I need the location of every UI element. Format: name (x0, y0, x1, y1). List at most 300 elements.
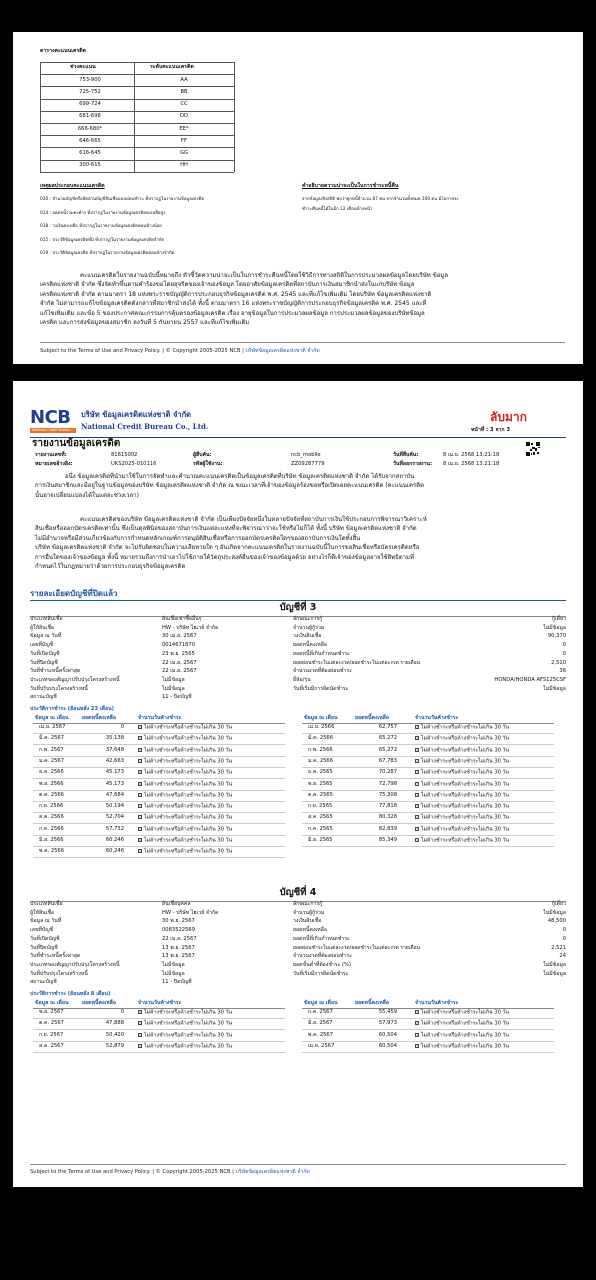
footer-company-link[interactable]: บริษัทข้อมูลเครดิตแห่งชาติ จำกัด (245, 348, 320, 354)
history-status-text: ไม่ค้างชำระหรือค้างชำระไม่เกิน 30 วัน (421, 1043, 510, 1050)
history-month: ม.ค. 2566 (308, 757, 334, 764)
history-balance: 77,818 (378, 803, 397, 810)
account-field-label: วงเงินสินเชื่อ (293, 918, 322, 925)
history-row-rule (302, 846, 554, 847)
history-status (415, 804, 509, 810)
status-checkbox-icon (415, 725, 419, 729)
history-row-rule (302, 1041, 554, 1042)
history-status-text: ไม่ค้างชำระหรือค้างชำระไม่เกิน 30 วัน (421, 724, 510, 731)
history-row-rule (33, 1018, 285, 1019)
status-checkbox-icon (415, 815, 419, 819)
account-field-value: 36 (559, 668, 566, 675)
history-month: ก.ย. 2567 (39, 1031, 64, 1038)
history-status-text: ไม่ค้างชำระหรือค้างชำระไม่เกิน 30 วัน (144, 814, 233, 821)
history-month: พ.ย. 2566 (39, 780, 64, 787)
account-field-label: ผู้ให้สินเชื่อ (30, 624, 55, 631)
score-level-cell: CC (180, 101, 188, 108)
account-field-value: กู้เดี่ยว (551, 616, 566, 622)
status-checkbox-icon (138, 804, 142, 808)
section-divider (30, 600, 566, 601)
account-field-value: 13 พ.ย. 2567 (162, 944, 195, 951)
history-balance: 75,308 (378, 791, 397, 798)
history-balance: 37,648 (105, 746, 124, 753)
account-field-value: HW - บริษัท ไฮเวย์ จำกัด (162, 624, 219, 631)
history-header-balance: ยอดหนี้คงเหลือ (355, 715, 389, 721)
history-status (138, 838, 232, 844)
history-month: ธ.ค. 2565 (308, 769, 333, 776)
history-status (415, 1010, 509, 1016)
history-status-text: ไม่ค้างชำระหรือค้างชำระไม่เกิน 30 วัน (144, 848, 233, 855)
score-level-header: ระดับคะแนนเครดิต (150, 64, 194, 70)
history-row-rule (302, 778, 554, 779)
history-status (415, 793, 509, 799)
history-status-text: ไม่ค้างชำระหรือค้างชำระไม่เกิน 30 วัน (144, 1032, 233, 1039)
status-checkbox-icon (138, 725, 142, 729)
history-status-text: ไม่ค้างชำระหรือค้างชำระไม่เกิน 30 วัน (144, 1043, 233, 1050)
history-balance: 57,973 (378, 1020, 397, 1027)
history-status (415, 759, 509, 765)
account-field-value: ไม่มีข้อมูล (543, 961, 566, 968)
history-status (415, 827, 509, 833)
factor-item: 015 : ประวัติข้อมูลเครดิตที่มี ที่ปรากฏในรายงานข้อมูลเครดิตจำกัด (40, 238, 165, 243)
history-month: ต.ค. 2567 (39, 1020, 64, 1027)
history-row-rule (33, 1029, 285, 1030)
history-row-rule (33, 1041, 285, 1042)
score-level-cell: AA (180, 76, 188, 83)
history-month: พ.ย. 2567 (39, 1009, 64, 1015)
history-status (138, 815, 232, 821)
history-row-rule (302, 1052, 554, 1053)
history-status (138, 1010, 232, 1016)
account-field-label: จำนวนงวดที่ต้องผ่อนชำระ (293, 668, 352, 675)
status-checkbox-icon (138, 748, 142, 752)
status-checkbox-icon (415, 748, 419, 752)
meta-value: ncb_mobile (291, 452, 321, 458)
history-status-text: ไม่ค้างชำระหรือค้างชำระไม่เกิน 30 วัน (144, 735, 233, 742)
ncb-logo-sub: National Credit Bureau (32, 427, 71, 432)
score-range-cell: 666-680* (77, 125, 103, 132)
account-field-label: ยอดผ่อนชำระในแต่ละงวด/ยอดชำระในแต่ละงวด รายเดือน (293, 659, 421, 666)
paragraph-line: การอื่นใดของเจ้าของข้อมูล ทั้งนี้ หมายรวมถึงการนำเอาไปใช้ภายใต้วัตถุประสงค์อื่นของเจ้าของข้อมูลด้วย อย่างไรก็ดีเจ้าของข้อมูลอาจใช้สิทธิตามที่ (35, 553, 414, 561)
account-field-label: สถานะบัญชี (30, 694, 57, 701)
account-field-value: 0 (562, 927, 566, 934)
footer (40, 347, 320, 355)
meta-value: 81815002 (111, 452, 138, 458)
history-header-status: จำนวนวันค้างชำระ (415, 715, 459, 721)
account-title: บัญชีที่ 3 (279, 602, 317, 613)
history-row-rule (33, 857, 285, 858)
history-row-rule (302, 756, 554, 757)
table-rule (40, 160, 234, 161)
history-row-rule (33, 744, 285, 745)
account-field-label: เลขที่บัญชี (30, 927, 54, 934)
account-field-value: 0 (562, 935, 566, 942)
footer-text: Subject to the Terms of Use and Privacy Policy. | © Copyright 2005-2025 NCB | (40, 348, 246, 354)
table-rule (40, 111, 234, 112)
score-disclaimer-paragraph (35, 515, 563, 571)
history-month: มิ.ย. 2565 (308, 837, 333, 843)
history-balance: 70,287 (378, 769, 397, 776)
account-field-label: วันที่ปรับปรุงโครงสร้างหนี้ (30, 970, 88, 977)
account-field-value: 11 - ปิดบัญชี (162, 979, 192, 986)
history-balance: 60,246 (105, 848, 124, 855)
status-checkbox-icon (138, 1044, 142, 1048)
footer-divider (30, 1164, 566, 1165)
history-status-text: ไม่ค้างชำระหรือค้างชำระไม่เกิน 30 วัน (421, 781, 510, 787)
history-month: เม.ย. 2567 (308, 1042, 335, 1049)
account-field-label: ยอดหนี้คงเหลือ (293, 642, 327, 649)
account-field-label: วันที่เปิดบัญชี (30, 935, 60, 942)
score-range-cell: 300-615 (79, 162, 101, 169)
history-balance: 55,459 (378, 1009, 397, 1015)
account-field-value: HONDA/HONDA AFS125CSF (494, 676, 566, 683)
account-field-label: จำนวนผู้กู้ร่วม (293, 624, 325, 631)
history-status-text: ไม่ค้างชำระหรือค้างชำระไม่เกิน 30 วัน (421, 837, 510, 844)
account-field-value: สินเชื่อเช่าซื้ออื่นๆ (162, 616, 202, 622)
company-name-th: บริษัท ข้อมูลเครดิตแห่งชาติ จำกัด (81, 410, 192, 419)
score-range-cell: 753-900 (79, 76, 101, 83)
status-checkbox-icon (415, 736, 419, 740)
meta-value: 8 เม.ย. 2568 13:21:18 (443, 452, 500, 458)
account-field-value: 48,500 (547, 918, 566, 925)
account-field-value: 11 - ปิดบัญชี (162, 694, 192, 701)
paragraph-line: การเงินสมาชิกและมีอยู่ในฐานข้อมูลของบริษัท ข้อมูลเครดิตแห่งชาติ จำกัด ณ ขณะเวลาที่เจ้าของข้อมูลร้องขอหรือเปิดเผยคะแนนเครดิต (คะแนนเครดิต (35, 482, 425, 490)
closed-accounts-title: รายละเอียดบัญชีที่ปิดแล้ว (30, 589, 118, 598)
status-checkbox-icon (138, 827, 142, 831)
history-month: ก.พ. 2566 (308, 746, 333, 753)
history-header-month: ข้อมูล ณ เดือน (35, 715, 69, 721)
history-month: พ.ค. 2567 (308, 1031, 334, 1038)
payment-history-title: ประวัติการชำระ (ย้อนหลัง 8 เดือน) (30, 991, 111, 997)
footer-divider (40, 342, 565, 343)
table-rule (40, 135, 234, 136)
confidential-label: ลับมาก (490, 410, 527, 424)
history-status (138, 1044, 232, 1050)
account-field-value: ไม่มีข้อมูล (543, 970, 566, 977)
ncb-logo-text: NCB (30, 407, 71, 428)
account-field-label: ลักษณะการกู้ (293, 901, 323, 907)
meta-label: หมายเลขอ้างอิง: (35, 461, 73, 467)
history-status-text: ไม่ค้างชำระหรือค้างชำระไม่เกิน 30 วัน (144, 826, 233, 833)
history-status (415, 748, 509, 754)
paragraph-line: ไม่มีอำนาจหรือมีส่วนเกี่ยวข้องกับการกำหนดหลักเกณฑ์การอนุมัติสินเชื่อหรือการออกบัตรเครดิตใดๆของสถาบันการเงินใดทั้งสิ้น (35, 534, 361, 542)
status-checkbox-icon (138, 1033, 142, 1037)
account-field-value: ไม่มีข้อมูล (162, 685, 185, 692)
status-checkbox-icon (138, 793, 142, 797)
explain-title: คำอธิบายความน่าจะเป็นในการชำระหนี้คืน (302, 183, 399, 189)
history-status-text: ไม่ค้างชำระหรือค้างชำระไม่เกิน 30 วัน (144, 803, 233, 810)
history-balance: 50,194 (105, 803, 124, 810)
history-row-rule (302, 801, 554, 802)
paragraph-line: อนึ่ง ข้อมูลเครดิตที่นำมาใช้ในการจัดทำและคำนวณคะแนนเครดิตเป็นข้อมูลเครดิตที่บริษัท ข้อมูลเครดิตแห่งชาติ จำกัด ได้รับจากสถาบัน (65, 473, 415, 480)
table-rule (134, 62, 135, 172)
history-month: ธ.ค. 2566 (39, 769, 64, 776)
history-status-text: ไม่ค้างชำระหรือค้างชำระไม่เกิน 30 วัน (144, 1020, 233, 1027)
account-field-value: กู้เดี่ยว (551, 901, 566, 907)
history-status-text: ไม่ค้างชำระหรือค้างชำระไม่เกิน 30 วัน (144, 792, 233, 799)
history-row-rule (302, 835, 554, 836)
status-checkbox-icon (138, 759, 142, 763)
history-month: ส.ค. 2565 (308, 814, 333, 821)
account-field-label: ข้อมูล ณ วันที่ (30, 918, 62, 925)
history-status (138, 770, 232, 776)
history-month: ส.ค. 2567 (39, 1042, 64, 1049)
history-header-balance: ยอดหนี้คงเหลือ (355, 1000, 389, 1006)
account-field-value: ไม่มีข้อมูล (543, 685, 566, 692)
account-field-label: ประเภทของสัญญาปรับปรุงโครงสร้างหนี้ (30, 961, 120, 968)
history-month: ส.ค. 2566 (39, 814, 64, 821)
account-field-label: ยอดขั้นต่ำที่ต้องชำระ (%) (293, 961, 351, 968)
history-balance: 47,684 (105, 791, 124, 798)
status-checkbox-icon (415, 1044, 419, 1048)
status-checkbox-icon (415, 793, 419, 797)
account-field-label: จำนวนงวดที่ต้องผ่อนชำระ (293, 953, 352, 960)
history-month: เม.ย. 2566 (308, 724, 335, 730)
history-balance: 35,138 (105, 735, 124, 742)
history-row-rule (302, 1029, 554, 1030)
history-status (138, 804, 232, 810)
company-name-en: National Credit Bureau Co., Ltd. (81, 422, 209, 431)
meta-value: 8 เม.ย. 2568 13:21:18 (443, 461, 500, 467)
history-row-rule (33, 767, 285, 768)
history-row-rule (302, 790, 554, 791)
paragraph-line: นั้นอาจเปลี่ยนแปลงได้ในแต่ละช่วงเวลา) (35, 491, 139, 499)
account-field-label: จำนวนผู้กู้ร่วม (293, 909, 325, 916)
history-month: มิ.ย. 2567 (308, 1020, 333, 1027)
history-row-rule (33, 846, 285, 847)
factor-item: 014 : ยอดหนี้รวมคงค้าง ที่ปรากฏในรายงานข้อมูลเครดิตคงเหลือสูง (40, 211, 166, 216)
history-balance: 65,272 (378, 746, 397, 753)
score-level-cell: EE* (179, 125, 189, 132)
paragraph-line: คะแนนเครดิตของบริษัท ข้อมูลเครดิตแห่งชาติ จำกัด เป็นเพียงปัจจัยหนึ่งในหลายปัจจัยที่สถาบันการเงินใช้ประกอบการพิจารณาวิเคราะห์ (80, 516, 427, 523)
history-status-text: ไม่ค้างชำระหรือค้างชำระไม่เกิน 30 วัน (421, 1009, 510, 1016)
history-row-rule (302, 744, 554, 745)
history-month: มี.ค. 2567 (39, 735, 65, 742)
account-field-label: ประเภทของสัญญาปรับปรุงโครงสร้างหนี้ (30, 676, 120, 683)
history-header-status: จำนวนวันค้างชำระ (138, 715, 182, 721)
account-field-value: สินเชื่อบุคคล (162, 901, 191, 907)
history-status-text: ไม่ค้างชำระหรือค้างชำระไม่เกิน 30 วัน (421, 758, 510, 765)
history-balance: 42,663 (105, 757, 124, 764)
page-total: 3 (506, 427, 510, 433)
history-status (415, 725, 509, 731)
meta-label: วันที่ออกรายงาน: (393, 461, 433, 467)
history-status-text: ไม่ค้างชำระหรือค้างชำระไม่เกิน 30 วัน (144, 769, 233, 776)
history-balance: 0 (120, 1009, 124, 1015)
paragraph-line: แก้ไขเพิ่มเติม และข้อ 5 ของประกาศคณะกรรมการคุ้มครองข้อมูลเครดิต เรื่อง อายุข้อมูลในการประมวลผลข้อมูล การประมวลผลข้อมูลของบริษัทข้อมูล (40, 309, 425, 317)
history-month: ก.ค. 2565 (308, 825, 333, 832)
factor-item: 030 : จำนวนบัญชีหรือสัดส่วนบัญชีสินเชื่อแบบผ่อนชำระ ที่ปรากฏในรายงานข้อมูลเครดิต (40, 197, 205, 202)
status-checkbox-icon (138, 736, 142, 740)
history-month: มี.ค. 2566 (308, 735, 334, 742)
score-range-cell: 725-752 (79, 88, 101, 95)
history-month: ก.พ. 2567 (39, 746, 64, 753)
history-status-text: ไม่ค้างชำระหรือค้างชำระไม่เกิน 30 วัน (144, 758, 233, 765)
account-field-value: 22 เม.ย. 2567 (162, 935, 197, 942)
status-checkbox-icon (415, 838, 419, 842)
history-balance: 82,839 (378, 825, 397, 832)
history-status-text: ไม่ค้างชำระหรือค้างชำระไม่เกิน 30 วัน (144, 837, 233, 844)
account-field-value: ไม่มีข้อมูล (543, 909, 566, 916)
history-status (415, 782, 509, 788)
score-range-cell: 646-665 (79, 137, 101, 144)
account-field-label: วงเงินสินเชื่อ (293, 633, 322, 640)
history-month: พ.ย. 2565 (308, 780, 333, 787)
history-balance: 80,328 (378, 814, 397, 821)
history-status-text: ไม่ค้างชำระหรือค้างชำระไม่เกิน 30 วัน (144, 1009, 233, 1016)
report-page-3 (13, 381, 583, 1187)
account-field-label: ยอดหนี้ที่เกินกำหนดชำระ (293, 650, 350, 657)
history-row-rule (33, 1052, 285, 1053)
footer-text: Subject to the Terms of Use and Privacy Policy. | © Copyright 2005-2025 NCB | (30, 1169, 236, 1175)
account-field-label: ลักษณะการกู้ (293, 616, 323, 622)
history-status-text: ไม่ค้างชำระหรือค้างชำระไม่เกิน 30 วัน (421, 1032, 510, 1039)
history-status (415, 1033, 509, 1039)
history-month: ต.ค. 2565 (308, 791, 333, 798)
account-field-label: วันที่ปิดบัญชี (30, 659, 58, 666)
score-note-paragraph (35, 472, 563, 500)
history-row-rule (33, 823, 285, 824)
status-checkbox-icon (415, 804, 419, 808)
history-header-balance: ยอดหนี้คงเหลือ (82, 715, 116, 721)
history-status (138, 849, 232, 855)
history-balance: 57,732 (105, 825, 124, 832)
paragraph-line: กำหนดไว้ในกฎหมายว่าด้วยการประกอบธุรกิจข้อมูลเครดิต (35, 563, 186, 571)
account-field-value: 0 (562, 650, 566, 657)
status-checkbox-icon (138, 770, 142, 774)
score-table-title: ตารางคะแนนเครดิต (40, 48, 86, 54)
status-checkbox-icon (415, 827, 419, 831)
history-month: ต.ค. 2566 (39, 791, 64, 798)
history-status (138, 827, 232, 833)
history-header-month: ข้อมูล ณ เดือน (304, 715, 338, 721)
table-rule (40, 147, 234, 148)
history-status (138, 725, 232, 731)
payment-history-title: ประวัติการชำระ (ย้อนหลัง 23 เดือน) (30, 706, 115, 712)
table-rule (40, 172, 234, 173)
score-range-header: ช่วงคะแนน (70, 64, 96, 70)
history-month: เม.ย. 2567 (39, 724, 66, 730)
history-row-rule (302, 733, 554, 734)
history-row-rule (33, 790, 285, 791)
account-field-label: วันที่เปิดบัญชี (30, 650, 60, 657)
account-field-value: 22 เม.ย. 2567 (162, 659, 197, 666)
status-checkbox-icon (138, 849, 142, 853)
history-status (138, 782, 232, 788)
account-field-label: วันที่ปิดบัญชี (30, 944, 58, 951)
history-balance: 67,783 (378, 757, 397, 764)
status-checkbox-icon (138, 782, 142, 786)
meta-label: รหัสผู้ใช้งาน: (193, 461, 223, 467)
history-status (138, 736, 232, 742)
status-checkbox-icon (415, 759, 419, 763)
account-field-label: ยอดหนี้คงเหลือ (293, 927, 327, 934)
table-rule (234, 62, 235, 172)
history-month: ก.ค. 2566 (39, 825, 64, 832)
score-level-cell: GG (179, 149, 189, 156)
account-field-value: 23 พ.ย. 2565 (162, 650, 195, 657)
table-rule (40, 123, 234, 124)
account-field-label: ยอดหนี้ที่เกินกำหนดชำระ (293, 935, 350, 942)
history-month: ม.ค. 2567 (39, 757, 65, 764)
history-status-text: ไม่ค้างชำระหรือค้างชำระไม่เกิน 30 วัน (144, 781, 233, 787)
report-page-1 (13, 32, 583, 364)
history-row-rule (302, 812, 554, 813)
history-balance: 45,173 (105, 769, 124, 776)
score-level-cell: FF (181, 137, 187, 144)
history-status (415, 736, 509, 742)
account-field-label: วันที่เริ่มมีการผิดนัดชำระ (293, 685, 349, 692)
history-balance: 65,272 (378, 735, 397, 742)
account-field-value: 90,370 (547, 633, 566, 640)
account-field-value: 0 (562, 642, 566, 649)
history-header-month: ข้อมูล ณ เดือน (35, 1000, 69, 1006)
history-header-balance: ยอดหนี้คงเหลือ (82, 1000, 116, 1006)
history-header-status: จำนวนวันค้างชำระ (138, 1000, 182, 1006)
paragraph-line: เครดิตแห่งชาติ จำกัด ซึ่งจัดทำขึ้นตามคำร้องขอโดยสุจริตของเจ้าของข้อมูล โดยอาศัยข้อมูลเครดิตที่สถาบันการเงินสมาชิกนำส่งในแก่บริษัท ข้อมูล (40, 281, 415, 289)
account-field-label: ประเภทสินเชื่อ (30, 901, 63, 907)
account-field-label: ประเภทสินเชื่อ (30, 616, 63, 622)
status-checkbox-icon (415, 770, 419, 774)
qr-code-icon (526, 441, 540, 455)
table-rule (40, 86, 234, 87)
meta-label: ผู้สืบค้น: (193, 452, 212, 458)
page-of: จาก (495, 427, 505, 433)
history-status (138, 759, 232, 765)
account-field-value: ไม่มีข้อมูล (162, 961, 185, 968)
table-rule (40, 74, 234, 75)
paragraph-line: เครดิตแห่งชาติ จำกัด ตามมาตรา 18 แห่งพระราชบัญญัติการประกอบธุรกิจข้อมูลเครดิต พ.ศ. 2545 และที่แก้ไขเพิ่มเติม โดยบริษัท ข้อมูลเครดิตแห่งชาติ (40, 290, 432, 298)
score-level-cell: BB (180, 88, 188, 95)
score-level-cell: DD (180, 113, 188, 120)
paragraph-line: บริษัท ข้อมูลเครดิตแห่งชาติ จำกัด จะไม่รับผิดชอบในความเสียหายใด ๆ อันเกิดจากคะแนนเครดิตในรายงานฉบับนี้ในการขอสินเชื่อหรือบัตรเครดิตหรือ (35, 544, 420, 552)
page-label: หน้าที่ : (471, 427, 489, 433)
footer-company-link[interactable]: บริษัทข้อมูลเครดิตแห่งชาติ จำกัด (235, 1169, 310, 1175)
history-balance: 0 (120, 724, 124, 730)
history-balance: 52,704 (105, 814, 124, 821)
status-checkbox-icon (415, 1010, 419, 1014)
history-status-text: ไม่ค้างชำระหรือค้างชำระไม่เกิน 30 วัน (421, 747, 510, 754)
history-row-rule (33, 812, 285, 813)
account-field-value: ไม่มีข้อมูล (162, 676, 185, 683)
history-status-text: ไม่ค้างชำระหรือค้างชำระไม่เกิน 30 วัน (421, 769, 510, 776)
history-status-text: ไม่ค้างชำระหรือค้างชำระไม่เกิน 30 วัน (144, 747, 233, 754)
status-checkbox-icon (138, 1021, 142, 1025)
table-rule (40, 62, 234, 63)
account-field-label: ข้อมูล ณ วันที่ (30, 633, 62, 640)
account-field-value: 30 พ.ย. 2567 (162, 918, 195, 925)
history-status-text: ไม่ค้างชำระหรือค้างชำระไม่เกิน 30 วัน (421, 826, 510, 833)
score-range-cell: 699-724 (79, 101, 101, 108)
account-field-value: 24 (559, 953, 566, 960)
status-checkbox-icon (138, 815, 142, 819)
meta-label: รายงานเลขที่: (35, 452, 67, 458)
status-checkbox-icon (138, 1010, 142, 1014)
account-field-label: ยอดผ่อนชำระในแต่ละงวด/ยอดชำระในแต่ละงวด รายเดือน (293, 944, 421, 951)
account-field-value: ไม่มีข้อมูล (543, 624, 566, 631)
page-indicator (471, 428, 510, 433)
history-status-text: ไม่ค้างชำระหรือค้างชำระไม่เกิน 30 วัน (421, 803, 510, 810)
table-rule (40, 99, 234, 100)
history-month: ก.ย. 2565 (308, 803, 333, 810)
meta-value: UKS2025-010116 (111, 461, 157, 467)
status-checkbox-icon (415, 1033, 419, 1037)
history-status-text: ไม่ค้างชำระหรือค้างชำระไม่เกิน 30 วัน (421, 814, 510, 821)
history-row-rule (33, 835, 285, 836)
account-field-value: 22 เม.ย. 2567 (162, 668, 197, 675)
account-field-label: ยี่ห้อ/รุ่น (293, 676, 311, 683)
history-row-rule (33, 756, 285, 757)
